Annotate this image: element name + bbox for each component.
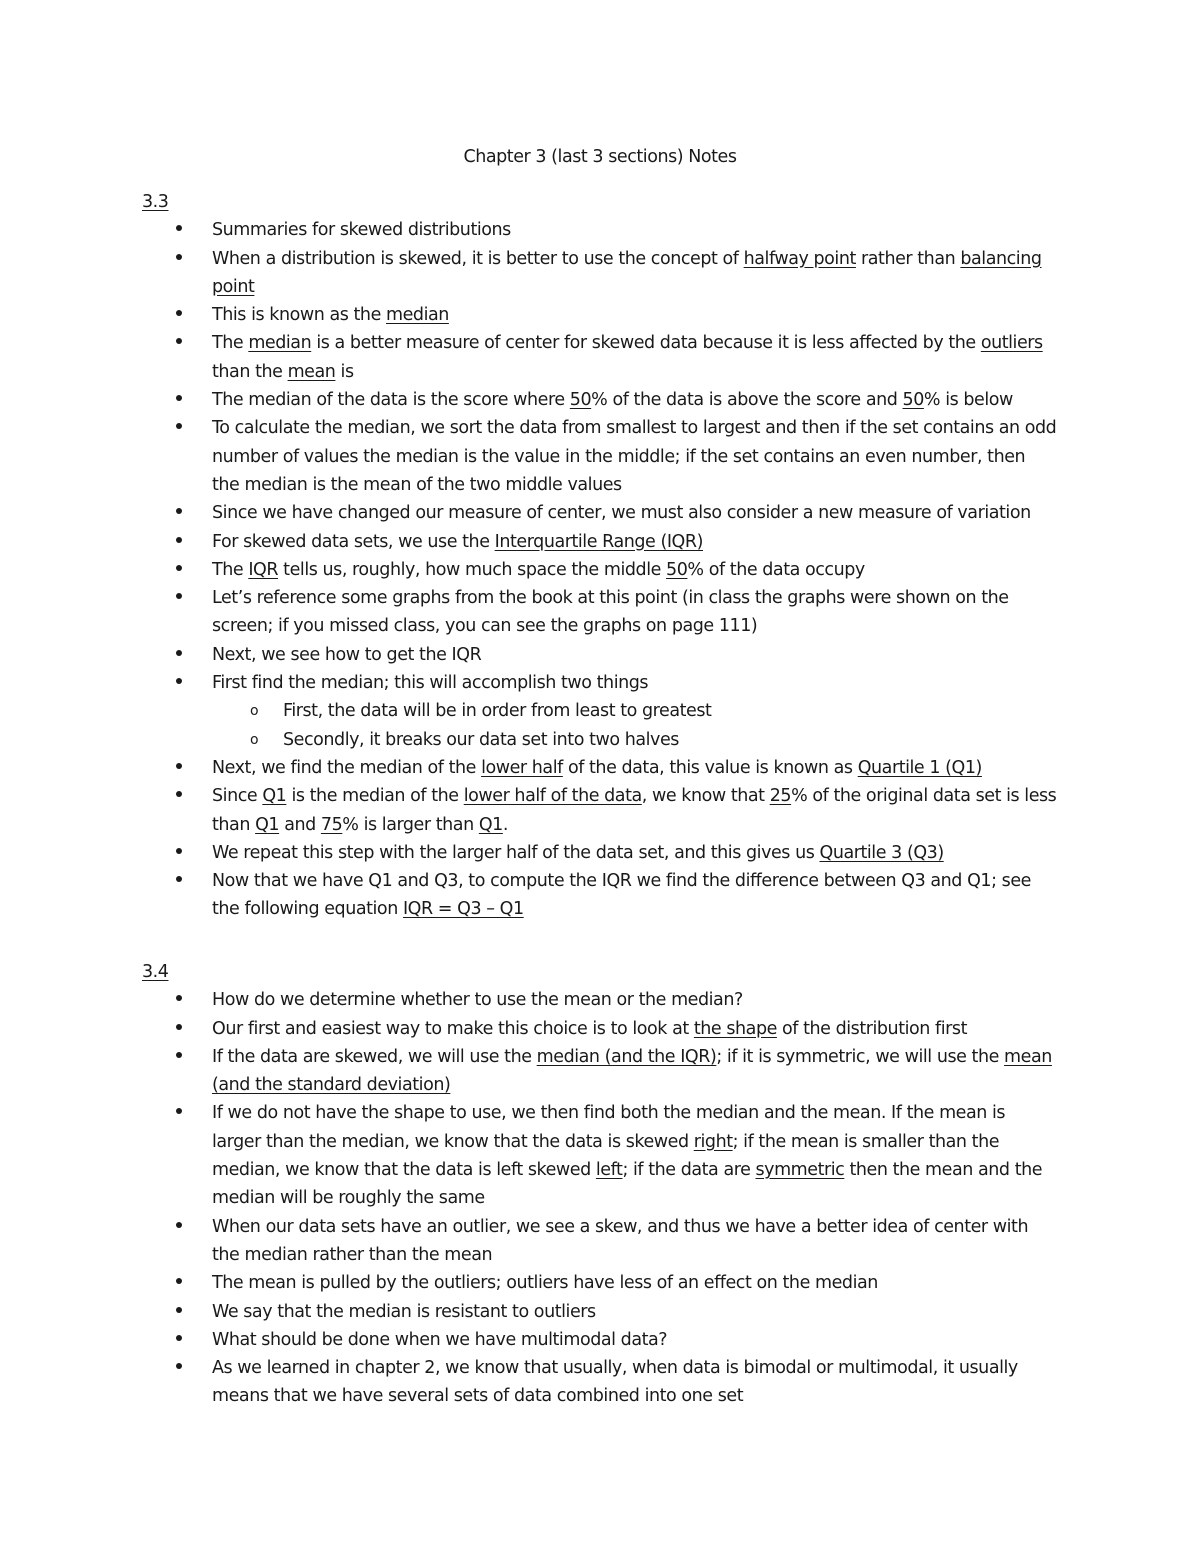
list-item [0,669,1057,754]
underlined-term: Interquartile Range (IQR) [494,531,703,552]
underlined-term: lower half [481,757,563,778]
text-run: When a distribution is skewed, it is better to use the concept of [212,248,744,269]
text-run: Let’s reference some graphs from the book at this point (in class the graphs were shown on the screen; if you missed class, you can see the graphs on page 111) [212,588,1009,637]
text-run: First, the data will be in order from least to greatest [283,701,712,722]
underlined-term: mean [287,361,336,382]
bullet-icon [174,1354,184,1382]
bullet-icon [174,986,184,1014]
list-item-text [212,220,511,240]
bullet-icon [174,556,184,584]
text-run: As we learned in chapter 2, we know that usually, when data is bimodal or multimodal, it usually means that we have several sets of data combined into one set [212,1358,1018,1407]
bullet-icon [174,245,184,273]
list-item [0,839,1057,867]
list-item-text [212,1047,1052,1095]
text-run: ; if the mean is smaller than the median, we know that the data is left skewed [212,1131,1000,1181]
list-item-text [212,1273,878,1293]
bullet-icon [174,1213,184,1241]
underlined-term: Quartile 3 (Q3) [819,842,944,863]
text-run: The mean is pulled by the outliers; outliers have less of an effect on the median [212,1273,878,1294]
text-run: is [335,361,354,382]
list-item [0,414,1057,499]
list-item [0,584,1057,641]
text-run: Secondly, it breaks our data set into two halves [283,729,679,750]
bullet-icon [174,386,184,414]
text-run: The median of the data is the score where [212,390,570,411]
underlined-term: the shape [693,1018,777,1039]
underlined-term: median (and the IQR) [536,1046,717,1067]
underlined-term: IQR = Q3 – Q1 [402,899,524,920]
list-item [0,1354,1057,1411]
text-run: rather than [855,248,961,269]
underlined-term: symmetric [755,1160,845,1181]
underlined-term: mean (and the standard deviation) [212,1046,1052,1096]
sub-list-item [0,697,1043,725]
text-run: When our data sets have an outlier, we see a skew, and thus we have a better idea of center with the median rather than the mean [212,1216,1029,1265]
bullet-icon [174,414,184,442]
bullet-icon [174,1326,184,1354]
list-item-text [212,333,1043,381]
underlined-term: lower half of the data [463,786,642,807]
underlined-term: 25 [769,786,792,807]
hollow-bullet-icon: o [250,731,259,748]
list-item [0,499,1057,527]
bullet-icon [174,584,184,612]
list-item-text [212,1330,667,1350]
text-run: is the median of the [286,786,464,807]
text-run: . [502,814,508,835]
bullet-icon [174,1298,184,1326]
bullet-icon [174,867,184,895]
list-item-text [212,503,1031,523]
bullet-icon [174,1015,184,1043]
list-item [0,1213,1057,1270]
list-item [0,754,1057,782]
list-item-text [212,843,944,863]
underlined-term: 50 [666,559,688,580]
list-item-text [212,249,1042,297]
bullet-list [0,216,1200,923]
list-item-text [212,588,1009,636]
underlined-term: 50 [902,390,924,411]
text-run: % is below [923,390,1013,411]
list-item-text [212,418,1056,495]
sub-list-item-text [283,730,679,750]
list-item [0,867,1057,924]
text-run: ; if it is symmetric, we will use the [716,1046,1005,1067]
list-item [0,1326,1057,1354]
list-item [0,528,1057,556]
section-heading: 3.3 [142,192,169,212]
underlined-term: median [386,305,449,326]
text-run: We say that the median is resistant to outliers [212,1301,596,1322]
underlined-term: outliers [980,333,1043,354]
list-item-text [212,871,1031,919]
list-item [0,556,1057,584]
list-item [0,301,1057,329]
list-item-text [212,758,982,778]
document-title: Chapter 3 (last 3 sections) Notes [463,147,737,167]
bullet-icon [174,839,184,867]
text-run: of the data, this value is known as [562,757,858,778]
text-run: of the distribution first [776,1018,967,1039]
underlined-term: Q1 [255,814,280,835]
bullet-icon [174,329,184,357]
text-run: , we know that [641,786,770,807]
list-item-text [212,786,1056,834]
list-item-text [212,1358,1018,1406]
hollow-bullet-icon: o [250,703,259,720]
bullet-icon [174,641,184,669]
list-item-text [212,560,865,580]
bullet-icon [174,499,184,527]
bullet-icon [174,1269,184,1297]
text-run: Next, we find the median of the [212,757,482,778]
text-run: To calculate the median, we sort the data from smallest to largest and then if the set contains an odd number of values the median is the value in the middle; if the set contains an even number, then the median is the mean of the two middle values [212,418,1057,495]
list-item-text [212,1019,967,1039]
underlined-term: balancing point [212,248,1042,297]
underlined-term: halfway point [743,248,856,269]
underlined-term: IQR [248,559,279,580]
underlined-term: Q1 [478,814,503,835]
list-item-text [212,673,648,693]
text-run: First find the median; this will accomplish two things [212,673,649,694]
text-run: The [212,333,249,354]
list-item [0,386,1057,414]
bullet-icon [174,1043,184,1071]
text-run: than the [212,361,288,382]
text-run: What should be done when we have multimodal data? [212,1329,668,1350]
list-item [0,782,1057,839]
list-item [0,1298,1057,1326]
list-item [0,986,1057,1014]
text-run: % of the original data set is less than [212,786,1057,835]
text-run: % of the data occupy [687,559,865,580]
text-run: If we do not have the shape to use, we then find both the median and the mean. If the mean is larger than the median, we know that the data is skewed [212,1103,1006,1152]
underlined-term: left [595,1160,623,1181]
list-item [0,245,1057,302]
bullet-icon [174,669,184,697]
list-item-text [212,645,481,665]
text-run: Our first and easiest way to make this choice is to look at [212,1018,694,1039]
section-3-4 [0,958,1200,1411]
list-item [0,641,1057,669]
text-run: Next, we see how to get the IQR [212,644,482,665]
bullet-icon [174,301,184,329]
underlined-term: 75 [320,814,343,835]
section-heading: 3.4 [142,962,169,982]
list-item-text [212,1103,1042,1208]
bullet-icon [174,528,184,556]
sub-bullet-list [0,697,1057,754]
list-item-text [212,990,743,1010]
text-run: For skewed data sets, we use the [212,531,495,552]
underlined-term: 50 [569,390,592,411]
bullet-icon [174,1099,184,1127]
text-run: Since [212,786,263,807]
text-run: Now that we have Q1 and Q3, to compute the IQR we find the difference between Q3 and Q1; see the following equation [212,871,1031,920]
text-run: is a better measure of center for skewed data because it is less affected by the [311,333,981,354]
bullet-icon [174,216,184,244]
list-item [0,216,1057,244]
underlined-term: right [693,1131,733,1152]
text-run: % of the data is above the score and [591,390,903,411]
list-item [0,329,1057,386]
underlined-term: Quartile 1 (Q1) [857,757,982,778]
list-item [0,1269,1057,1297]
text-run: If the data are skewed, we will use the [212,1046,537,1067]
sub-list-item [0,726,1043,754]
text-run: Since we have changed our measure of center, we must also consider a new measure of variation [212,503,1031,524]
bullet-icon [174,754,184,782]
list-item-text [212,305,449,325]
bullet-list [0,986,1200,1410]
list-item [0,1015,1057,1043]
list-item-text [212,532,703,552]
text-run: then the mean and the median will be roughly the same [212,1160,1043,1209]
list-item-text [212,390,1013,410]
underlined-term: Q1 [262,786,287,807]
text-run: % is larger than [342,814,479,835]
text-run: How do we determine whether to use the mean or the median? [212,990,743,1011]
text-run: ; if the data are [622,1160,756,1181]
text-run: Summaries for skewed distributions [212,220,511,241]
text-run: and [279,814,321,835]
bullet-icon [174,782,184,810]
list-item-text [212,1302,596,1322]
sub-list-item-text [283,701,711,721]
list-item [0,1099,1057,1212]
text-run: The [212,559,249,580]
text-run: We repeat this step with the larger half of the data set, and this gives us [212,842,820,863]
list-item [0,1043,1057,1100]
text-run: tells us, roughly, how much space the middle [278,559,667,580]
text-run: This is known as the [212,305,387,326]
section-3-3 [0,188,1200,924]
underlined-term: median [248,333,312,354]
list-item-text [212,1217,1028,1265]
